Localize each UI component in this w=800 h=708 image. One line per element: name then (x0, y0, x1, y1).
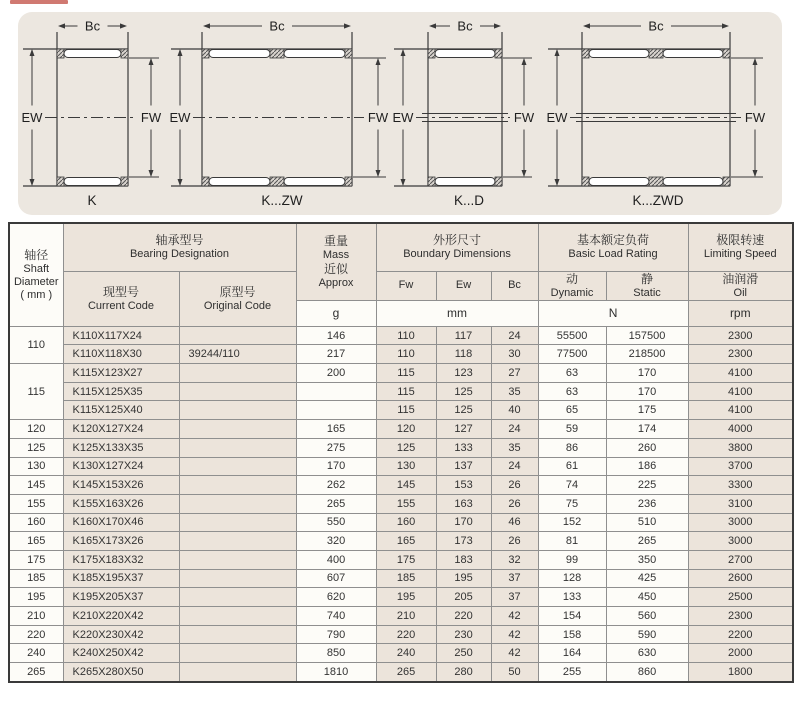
static-load-cell: 170 (606, 364, 688, 383)
original-code-cell (179, 438, 296, 457)
mass-cell (296, 382, 376, 401)
shaft-diameter-cell: 240 (9, 644, 63, 663)
table-row (9, 345, 793, 364)
ew-cell: 250 (436, 644, 491, 663)
mass-cell: 740 (296, 607, 376, 626)
mass-cell: 265 (296, 494, 376, 513)
fw-cell: 120 (376, 420, 436, 439)
bc-cell: 24 (491, 420, 538, 439)
current-code-cell: K115X123X27 (63, 364, 179, 383)
original-code-cell (179, 569, 296, 588)
dynamic-load-cell: 74 (538, 476, 606, 495)
fw-cell: 115 (376, 401, 436, 420)
mass-cell: 200 (296, 364, 376, 383)
fw-cell: 145 (376, 476, 436, 495)
ew-cell: 205 (436, 588, 491, 607)
fw-dimension-label: FW (367, 110, 389, 125)
variant-label: K...ZW (261, 193, 303, 208)
dynamic-load-cell: 255 (538, 663, 606, 682)
static-load-cell: 265 (606, 532, 688, 551)
static-load-cell: 425 (606, 569, 688, 588)
dynamic-load-cell: 86 (538, 438, 606, 457)
dynamic-load-cell: 128 (538, 569, 606, 588)
bc-cell: 40 (491, 401, 538, 420)
bc-cell: 30 (491, 345, 538, 364)
ew-dimension-label: EW (546, 110, 568, 125)
ew-cell: 153 (436, 476, 491, 495)
fw-dimension-label: FW (140, 110, 162, 125)
original-code-cell (179, 588, 296, 607)
fw-cell: 195 (376, 588, 436, 607)
mass-header-en: Mass (322, 248, 350, 261)
bc-cell: 42 (491, 644, 538, 663)
static-en: Static (633, 286, 661, 299)
fw-cell: 265 (376, 663, 436, 682)
static-load-cell: 260 (606, 438, 688, 457)
table-row (9, 663, 793, 682)
oil-speed-cell: 2600 (688, 569, 793, 588)
oil-speed-cell: 4100 (688, 364, 793, 383)
original-code-cell (179, 457, 296, 476)
fw-cell: 240 (376, 644, 436, 663)
fw-label: Fw (398, 279, 414, 291)
oil-speed-cell: 1800 (688, 663, 793, 682)
dynamic-load-cell: 158 (538, 625, 606, 644)
col-header-mass (296, 223, 376, 300)
ew-cell: 137 (436, 457, 491, 476)
dynamic-en: Dynamic (550, 286, 594, 299)
shaft-diameter-cell: 265 (9, 663, 63, 682)
shaft-diameter-cell: 175 (9, 550, 63, 569)
current-code-cell: K115X125X35 (63, 382, 179, 401)
ew-cell: 183 (436, 550, 491, 569)
oil-speed-cell: 2700 (688, 550, 793, 569)
table-row (9, 625, 793, 644)
table-row (9, 401, 793, 420)
ew-cell: 170 (436, 513, 491, 532)
current-code-en: Current Code (87, 299, 155, 312)
dynamic-load-cell: 75 (538, 494, 606, 513)
speed-header-en: Limiting Speed (703, 248, 777, 261)
original-code-cell (179, 494, 296, 513)
current-code-cell: K110X117X24 (63, 326, 179, 345)
fw-cell: 155 (376, 494, 436, 513)
bc-cell: 35 (491, 382, 538, 401)
table-row (9, 513, 793, 532)
mass-header-zh: 重量 (324, 233, 349, 248)
col-header-boundary-dimensions (376, 223, 538, 271)
static-load-cell: 560 (606, 607, 688, 626)
static-load-cell: 236 (606, 494, 688, 513)
mass-cell: 550 (296, 513, 376, 532)
shaft-header-zh: 轴径 (24, 247, 49, 262)
bc-cell: 37 (491, 588, 538, 607)
mass-cell: 165 (296, 420, 376, 439)
dynamic-load-cell: 55500 (538, 326, 606, 345)
original-code-cell (179, 326, 296, 345)
dynamic-load-cell: 154 (538, 607, 606, 626)
table-row (9, 644, 793, 663)
static-load-cell: 218500 (606, 345, 688, 364)
table-row (9, 326, 793, 345)
ew-label: Ew (455, 279, 472, 291)
static-load-cell: 186 (606, 457, 688, 476)
oil-speed-cell: 3800 (688, 438, 793, 457)
table-row (9, 550, 793, 569)
fw-cell: 110 (376, 345, 436, 364)
original-code-cell (179, 364, 296, 383)
static-load-cell: 174 (606, 420, 688, 439)
fw-cell: 185 (376, 569, 436, 588)
bearing-diagrams-panel (18, 12, 782, 215)
static-load-cell: 157500 (606, 326, 688, 345)
original-code-cell (179, 476, 296, 495)
bc-cell: 26 (491, 532, 538, 551)
fw-cell: 220 (376, 625, 436, 644)
load-header-zh: 基本额定负荷 (577, 233, 650, 248)
fw-cell: 210 (376, 607, 436, 626)
col-header-bc (491, 271, 538, 300)
col-header-current-code (63, 271, 179, 326)
original-code-cell (179, 644, 296, 663)
bc-label: Bc (508, 279, 521, 291)
shaft-diameter-cell: 110 (9, 326, 63, 363)
bc-cell: 24 (491, 457, 538, 476)
ew-cell: 195 (436, 569, 491, 588)
oil-zh: 油润滑 (722, 271, 759, 286)
table-row (9, 382, 793, 401)
bc-cell: 37 (491, 569, 538, 588)
ew-cell: 173 (436, 532, 491, 551)
original-code-cell (179, 513, 296, 532)
ew-cell: 127 (436, 420, 491, 439)
fw-dimension-label: FW (513, 110, 535, 125)
fw-cell: 160 (376, 513, 436, 532)
original-code-cell (179, 532, 296, 551)
ew-cell: 117 (436, 326, 491, 345)
oil-en: Oil (733, 286, 747, 299)
ew-cell: 123 (436, 364, 491, 383)
header-row-groups (9, 223, 793, 271)
bc-cell: 46 (491, 513, 538, 532)
col-header-bearing-designation (63, 223, 296, 271)
dynamic-load-cell: 59 (538, 420, 606, 439)
dynamic-load-cell: 81 (538, 532, 606, 551)
current-code-zh: 现型号 (102, 284, 139, 299)
table-row (9, 364, 793, 383)
table-row (9, 569, 793, 588)
bearing-spec-table (8, 222, 794, 683)
fw-dimension-label: FW (744, 110, 766, 125)
shaft-diameter-cell: 115 (9, 364, 63, 420)
oil-speed-cell: 4000 (688, 420, 793, 439)
original-code-zh: 原型号 (219, 284, 256, 299)
variant-label: K...D (453, 193, 485, 208)
bc-cell: 27 (491, 364, 538, 383)
original-code-cell: 39244/110 (179, 345, 296, 364)
mass-cell: 850 (296, 644, 376, 663)
original-code-cell (179, 401, 296, 420)
dynamic-load-cell: 65 (538, 401, 606, 420)
ew-dimension-label: EW (21, 110, 43, 125)
current-code-cell: K120X127X24 (63, 420, 179, 439)
bc-cell: 42 (491, 607, 538, 626)
current-code-cell: K115X125X40 (63, 401, 179, 420)
current-code-cell: K195X205X37 (63, 588, 179, 607)
table-row (9, 494, 793, 513)
table-row (9, 532, 793, 551)
dynamic-load-cell: 77500 (538, 345, 606, 364)
oil-speed-cell: 3300 (688, 476, 793, 495)
oil-speed-cell: 2300 (688, 326, 793, 345)
bc-dimension-label: Bc (457, 18, 473, 34)
dynamic-load-cell: 61 (538, 457, 606, 476)
shaft-header-en2: Diameter (13, 275, 59, 288)
ew-dimension-label: EW (169, 110, 191, 125)
fw-cell: 130 (376, 457, 436, 476)
current-code-cell: K130X127X24 (63, 457, 179, 476)
shaft-diameter-cell: 165 (9, 532, 63, 551)
col-header-static (606, 271, 688, 300)
oil-speed-cell: 3000 (688, 532, 793, 551)
original-code-cell (179, 607, 296, 626)
ew-cell: 133 (436, 438, 491, 457)
mass-cell: 146 (296, 326, 376, 345)
boundary-header-zh: 外形尺寸 (433, 233, 482, 248)
mass-cell: 262 (296, 476, 376, 495)
unit-dimensions: mm (376, 300, 538, 326)
fw-cell: 175 (376, 550, 436, 569)
oil-speed-cell: 2200 (688, 625, 793, 644)
shaft-diameter-cell: 145 (9, 476, 63, 495)
ew-cell: 125 (436, 382, 491, 401)
current-code-cell: K220X230X42 (63, 625, 179, 644)
mass-cell: 217 (296, 345, 376, 364)
current-code-cell: K155X163X26 (63, 494, 179, 513)
shaft-diameter-cell: 210 (9, 607, 63, 626)
bc-cell: 26 (491, 476, 538, 495)
current-code-cell: K165X173X26 (63, 532, 179, 551)
static-load-cell: 170 (606, 382, 688, 401)
speed-header-zh: 极限转速 (716, 233, 765, 248)
mass-cell: 607 (296, 569, 376, 588)
oil-speed-cell: 2300 (688, 607, 793, 626)
table-row (9, 588, 793, 607)
oil-speed-cell: 3700 (688, 457, 793, 476)
designation-header-zh: 轴承型号 (155, 233, 204, 248)
table-row (9, 457, 793, 476)
dynamic-load-cell: 63 (538, 382, 606, 401)
col-header-dynamic (538, 271, 606, 300)
bc-cell: 35 (491, 438, 538, 457)
shaft-diameter-cell: 120 (9, 420, 63, 439)
ew-cell: 280 (436, 663, 491, 682)
table-row (9, 420, 793, 439)
col-header-fw (376, 271, 436, 300)
mass-cell (296, 401, 376, 420)
variant-label: K...ZWD (632, 193, 684, 208)
bc-cell: 26 (491, 494, 538, 513)
unit-speed: rpm (688, 300, 793, 326)
oil-speed-cell: 2500 (688, 588, 793, 607)
static-load-cell: 860 (606, 663, 688, 682)
ew-dimension-label: EW (392, 110, 414, 125)
shaft-diameter-cell: 125 (9, 438, 63, 457)
shaft-diameter-cell: 195 (9, 588, 63, 607)
bc-cell: 42 (491, 625, 538, 644)
col-header-original-code (179, 271, 296, 326)
current-code-cell: K110X118X30 (63, 345, 179, 364)
shaft-header-unit: ( mm ) (20, 288, 53, 301)
ew-cell: 220 (436, 607, 491, 626)
static-load-cell: 590 (606, 625, 688, 644)
designation-header-en: Bearing Designation (129, 248, 230, 261)
load-header-en: Basic Load Rating (568, 248, 658, 261)
boundary-header-en: Boundary Dimensions (403, 248, 511, 261)
shaft-diameter-cell: 160 (9, 513, 63, 532)
original-code-cell (179, 420, 296, 439)
table-row (9, 438, 793, 457)
fw-cell: 115 (376, 364, 436, 383)
bc-cell: 24 (491, 326, 538, 345)
oil-speed-cell: 2300 (688, 345, 793, 364)
fw-cell: 165 (376, 532, 436, 551)
shaft-diameter-cell: 155 (9, 494, 63, 513)
mass-cell: 275 (296, 438, 376, 457)
current-code-cell: K265X280X50 (63, 663, 179, 682)
col-header-ew (436, 271, 491, 300)
static-load-cell: 350 (606, 550, 688, 569)
mass-cell: 790 (296, 625, 376, 644)
static-load-cell: 630 (606, 644, 688, 663)
dynamic-zh: 动 (566, 271, 579, 286)
ew-cell: 230 (436, 625, 491, 644)
mass-cell: 620 (296, 588, 376, 607)
current-code-cell: K160X170X46 (63, 513, 179, 532)
fw-cell: 115 (376, 382, 436, 401)
col-header-shaft-diameter (9, 223, 63, 326)
unit-mass: g (296, 300, 376, 326)
dynamic-load-cell: 152 (538, 513, 606, 532)
bc-dimension-label: Bc (648, 18, 664, 34)
current-code-cell: K175X183X32 (63, 550, 179, 569)
table-row (9, 607, 793, 626)
dynamic-load-cell: 99 (538, 550, 606, 569)
static-load-cell: 175 (606, 401, 688, 420)
static-load-cell: 450 (606, 588, 688, 607)
current-code-cell: K240X250X42 (63, 644, 179, 663)
oil-speed-cell: 3000 (688, 513, 793, 532)
fw-cell: 125 (376, 438, 436, 457)
mass-header-en2: Approx (318, 276, 354, 289)
ew-cell: 163 (436, 494, 491, 513)
fw-cell: 110 (376, 326, 436, 345)
dynamic-load-cell: 164 (538, 644, 606, 663)
mass-cell: 320 (296, 532, 376, 551)
dynamic-load-cell: 133 (538, 588, 606, 607)
mass-cell: 400 (296, 550, 376, 569)
original-code-cell (179, 550, 296, 569)
original-code-cell (179, 663, 296, 682)
original-code-cell (179, 625, 296, 644)
current-code-cell: K145X153X26 (63, 476, 179, 495)
table-row (9, 476, 793, 495)
mass-header-zh2: 近似 (324, 261, 349, 276)
static-zh: 静 (641, 271, 654, 286)
mass-cell: 1810 (296, 663, 376, 682)
bc-cell: 50 (491, 663, 538, 682)
col-header-limiting-speed (688, 223, 793, 271)
oil-speed-cell: 4100 (688, 401, 793, 420)
bearing-cross-section-drawings (18, 12, 782, 215)
oil-speed-cell: 3100 (688, 494, 793, 513)
dynamic-load-cell: 63 (538, 364, 606, 383)
mass-cell: 170 (296, 457, 376, 476)
original-code-en: Original Code (203, 299, 272, 312)
shaft-diameter-cell: 185 (9, 569, 63, 588)
variant-label: K (87, 193, 97, 208)
oil-speed-cell: 4100 (688, 382, 793, 401)
cropped-page-header-mark (10, 0, 68, 4)
bc-dimension-label: Bc (269, 18, 285, 34)
bc-cell: 32 (491, 550, 538, 569)
ew-cell: 118 (436, 345, 491, 364)
original-code-cell (179, 382, 296, 401)
oil-speed-cell: 2000 (688, 644, 793, 663)
shaft-diameter-cell: 130 (9, 457, 63, 476)
current-code-cell: K210X220X42 (63, 607, 179, 626)
bc-dimension-label: Bc (84, 18, 101, 34)
col-header-oil (688, 271, 793, 300)
col-header-basic-load-rating (538, 223, 688, 271)
ew-cell: 125 (436, 401, 491, 420)
header-row-subcolumns (9, 271, 793, 300)
shaft-header-en1: Shaft (23, 262, 50, 275)
current-code-cell: K185X195X37 (63, 569, 179, 588)
unit-load: N (538, 300, 688, 326)
static-load-cell: 225 (606, 476, 688, 495)
static-load-cell: 510 (606, 513, 688, 532)
current-code-cell: K125X133X35 (63, 438, 179, 457)
shaft-diameter-cell: 220 (9, 625, 63, 644)
